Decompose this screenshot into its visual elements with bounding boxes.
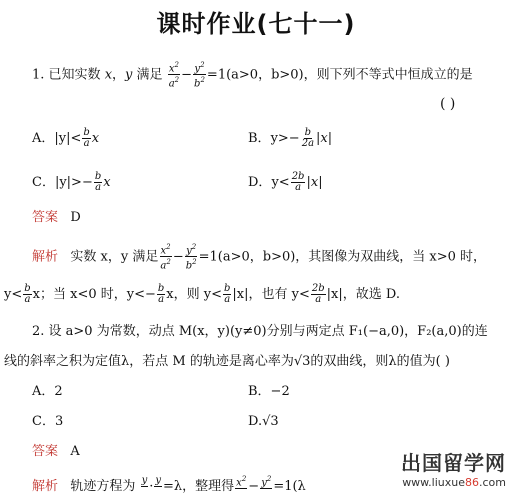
answer-1 — [32, 210, 81, 226]
question-2-line2: 线的斜率之积为定值λ，若点 M 的轨迹是离心率为√3的双曲线，则λ的值为( ) — [4, 354, 450, 369]
analysis-1-line1: 解析 实数 x，y 满足 $\frac{x^2}{a^2}$ − $\frac{y^2}{b^2}$ =1(a>0，b>0)，其图像为双曲线，当 x>0 时， — [32, 243, 487, 272]
watermark-logo-text: 出国留学网 — [401, 451, 506, 475]
q2-option-d: D.√3 — [248, 414, 279, 429]
option-d: D．y< $\frac{2b}{a}$ |x| — [248, 171, 323, 193]
analysis-1-line2: y< $\frac{b}{a}$ x；当 x<0 时，y<− $\frac{b}{a}$ x，则 y< $\frac{b}{a}$ |x|，也有 y< $\frac{2b}{a}$ |x|，故选 D. — [4, 283, 400, 305]
fraction: $\frac{x^2}{a^2}$ — [168, 61, 180, 90]
q2-option-b: B．−2 — [248, 384, 290, 399]
option-b: B．y>− $\frac{b}{2a}$ |x| — [248, 127, 333, 149]
analysis-label: 解析 — [32, 249, 59, 265]
answer-paren: ( ) — [440, 96, 456, 112]
watermark — [401, 447, 506, 489]
option-a: A．|y|< $\frac{b}{a}$ x — [32, 127, 100, 149]
analysis-label: 解析 — [32, 479, 59, 495]
option-c: C．|y|>− $\frac{b}{a}$ x — [32, 171, 111, 193]
question-2-line1: 2. 设 a>0 为常数，动点 M(x，y)(y≠0)分别与两定点 F₁(−a,0)，F₂(a,0)的连 — [32, 324, 488, 339]
q2-option-a: A．2 — [32, 384, 63, 399]
q2-option-c: C．3 — [32, 414, 64, 429]
question-1-stem: 1. 已知实数 x，y 满足 $\frac{x^2}{a^2}$ − $\frac{y^2}{b^2}$ =1(a>0，b>0)，则下列不等式中恒成立的是 — [32, 61, 473, 90]
answer-label: 答案 — [32, 210, 59, 225]
answer-value: A — [70, 444, 80, 459]
watermark-url: www.liuxue86.com — [402, 476, 506, 489]
page-title: 课时作业(七十一) — [156, 10, 356, 38]
answer-label: 答案 — [32, 444, 59, 459]
fraction: $\frac{y^2}{b^2}$ — [194, 61, 205, 90]
answer-2 — [32, 444, 80, 460]
answer-value: D — [70, 210, 81, 225]
analysis-2: 解析 轨迹方程为 y · y =λ，整理得 $x^2$ − $y^2$ =1(λ — [32, 475, 306, 495]
